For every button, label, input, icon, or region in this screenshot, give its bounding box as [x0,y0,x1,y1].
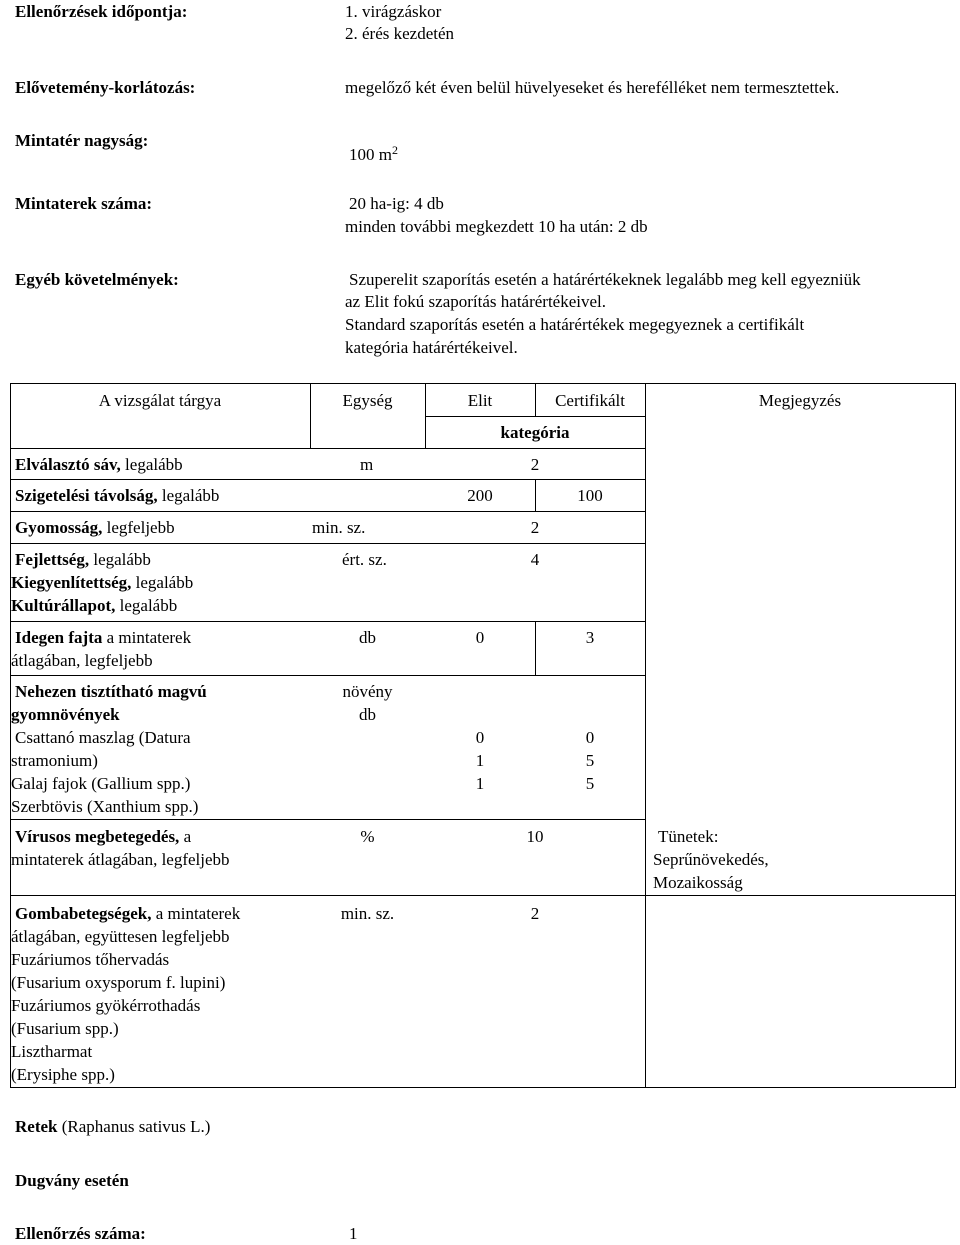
row8-line-6: (Fusarium spp.) [11,1019,119,1038]
row7-value: 10 [526,827,544,846]
row2-text: legalább [157,486,220,505]
radish-bold: Retek [15,1117,58,1136]
row7-note-2: Seprűnövekedés, [653,850,769,869]
row4-l2-bold: Kiegyenlítettség, [11,573,132,592]
row2-elite: 200 [467,486,493,505]
row8-l1-bold: Gombabetegségek, [15,904,152,923]
row1-value: 2 [530,455,540,474]
plot-count-1: 20 ha-ig: 4 db [349,194,444,213]
row8-l1-text: a mintaterek [151,904,241,923]
row8-value: 2 [530,904,540,923]
plot-size-exponent: 2 [391,143,398,157]
check-count-value: 1 [349,1224,358,1243]
row4-value: 4 [530,550,540,569]
row2-bold: Szigetelési távolság, [15,486,158,505]
row6-certified-3: 5 [585,774,595,793]
row8-unit: min. sz. [340,904,395,923]
row3-bold: Gyomosság, [15,518,103,537]
row-crop-condition [11,594,177,617]
row3-unit: min. sz. [312,518,366,537]
row5-certified: 3 [585,628,595,647]
other-req-line-4: kategória határértékeivel. [345,338,518,357]
header-category: kategória [500,423,570,442]
row-viral-disease [15,825,191,848]
preceding-crop-label: Elővetemény-korlátozás: [15,78,196,97]
row6-elite-1: 0 [475,728,485,747]
row6-line-3: Csattanó maszlag (Datura [15,728,191,747]
header-note: Megjegyzés [758,391,842,410]
row7-line-2: mintaterek átlagában, legfeljebb [11,850,230,869]
header-unit: Egység [342,391,393,410]
row8-line-4: (Fusarium oxysporum f. lupini) [11,973,226,992]
row6-line-4: stramonium) [11,751,98,770]
row4-l1-bold: Fejlettség, [15,550,90,569]
plot-size-label: Mintatér nagyság: [15,131,149,150]
row7-unit: % [360,827,375,846]
radish-latin: (Raphanus sativus L.) [57,1117,211,1136]
plot-count-2: minden további megkezdett 10 ha után: 2 db [345,217,648,236]
row1-text: legalább [120,455,183,474]
row-development [15,548,151,571]
check-time-1: 1. virágzáskor [345,2,442,21]
row1-unit: m [360,455,374,474]
row5-l1-bold: Idegen fajta [15,628,103,647]
other-req-line-2: az Elit fokú szaporítás határértékeivel. [345,292,607,311]
row7-note-1: Tünetek: [658,827,719,846]
row7-l1-bold: Vírusos megbetegedés, [15,827,180,846]
cutting-heading: Dugvány esetén [15,1171,129,1190]
plot-count-label: Mintaterek száma: [15,194,153,213]
preceding-crop-value: megelőző két éven belül hüvelyeseket és herefélléket nem termesztettek. [345,78,840,97]
row4-unit: ért. sz. [342,550,387,569]
row7-note-3: Mozaikosság [653,873,743,892]
row6-certified-2: 5 [585,751,595,770]
check-count-label: Ellenőrzés száma: [15,1224,146,1243]
row4-l3-text: legalább [115,596,178,615]
plot-size-value [349,139,398,166]
row6-line-6: Szerbtövis (Xanthium spp.) [11,797,199,816]
row7-l1-text: a [179,827,192,846]
row-hard-to-clean-weeds: Nehezen tisztítható magvú [15,682,207,701]
row-weediness [15,516,175,539]
row1-bold: Elválasztó sáv, [15,455,121,474]
row6-unit-1: növény [342,682,393,701]
other-req-line-1: Szuperelit szaporítás esetén a határértékeknek legalább meg kell egyezniük [349,270,861,289]
check-time-2: 2. érés kezdetén [345,24,455,43]
row6-unit-2: db [359,705,376,724]
row4-l2-text: legalább [131,573,194,592]
row8-line-8: (Erysiphe spp.) [11,1065,115,1084]
row6-line-5: Galaj fajok (Gallium spp.) [11,774,191,793]
radish-heading [15,1115,210,1138]
row4-l3-bold: Kultúrállapot, [11,596,116,615]
row-uniformity [11,571,193,594]
row5-line-2: átlagában, legfeljebb [11,651,153,670]
row-isolation-distance [15,484,219,507]
row-separation-strip [15,453,183,476]
row6-elite-2: 1 [475,751,485,770]
row6-certified-1: 0 [585,728,595,747]
row6-elite-3: 1 [475,774,485,793]
row8-line-5: Fuzáriumos gyökérrothadás [11,996,201,1015]
row8-line-3: Fuzáriumos tőhervadás [11,950,170,969]
row-foreign-variety [15,626,191,649]
row8-line-7: Lisztharmat [11,1042,93,1061]
plot-size-number: 100 m [349,145,392,164]
header-elite: Elit [467,391,493,410]
check-time-label: Ellenőrzések időpontja: [15,2,188,21]
row5-l1-text: a mintaterek [102,628,192,647]
row3-value: 2 [530,518,540,537]
row5-unit: db [359,628,376,647]
row2-certified: 100 [577,486,603,505]
header-subject: A vizsgálat tárgya [98,391,222,410]
row3-text: legfeljebb [102,518,175,537]
row8-line-2: átlagában, együttesen legfeljebb [11,927,230,946]
row4-l1-text: legalább [89,550,151,569]
row5-elite: 0 [475,628,485,647]
row6-line-2: gyomnövények [11,705,120,724]
header-certified: Certifikált [555,391,625,410]
other-req-line-3: Standard szaporítás esetén a határértékek megegyeznek a certifikált [345,315,805,334]
other-req-label: Egyéb követelmények: [15,270,179,289]
row-fungal-disease [15,902,240,925]
